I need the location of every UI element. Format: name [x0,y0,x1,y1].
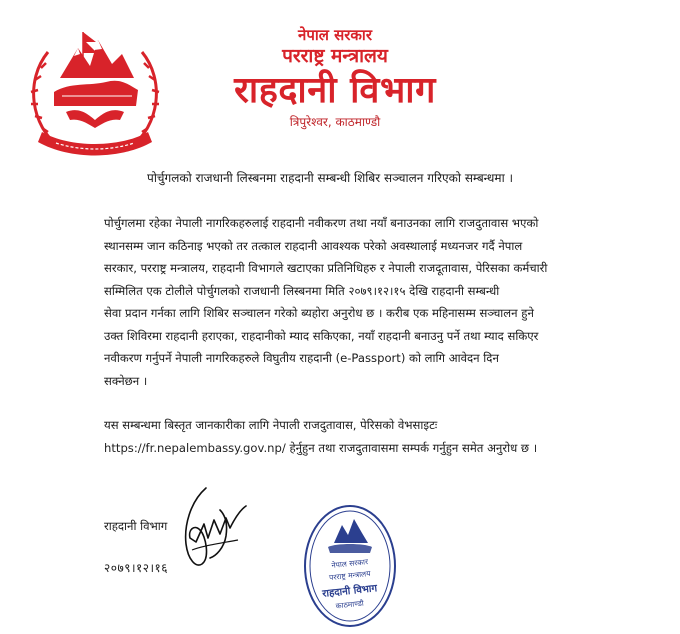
stamp-line-2: परराष्ट्र मन्त्रालय [328,568,371,583]
signatory-office: राहदानी विभाग [104,519,168,533]
paragraph-line: सरकार, परराष्ट्र मन्त्रालय, राहदानी विभागले खटाएका प्रतिनिधिहरु र नेपाली राजदूतावास, पेरिसका कर्मचारी [104,261,548,275]
paragraph-line: नवीकरण गर्नुपर्ने नेपाली नागरिकहरुले विघुतीय राहदानी (e-Passport) को लागि आवेदन दिन [104,351,499,365]
letter-date: २०७९।१२।१६ [104,561,169,575]
paragraph-line: सम्मिलित एक टोलीले पोर्चुगलको राजधानी लिस्बनमा मिति २०७९।१२।१५ देखि राहदानी सम्बन्धी [104,283,500,298]
paragraph-line: यस सम्बन्धमा बिस्तृत जानकारीका लागि नेपाली राजदुतावास, पेरिसको वेभसाइटः [104,418,438,432]
paragraph-line: सक्नेछन । [104,373,148,388]
paragraph-line: पोर्चुगलमा रहेका नेपाली नागरिकहरुलाई राहदानी नवीकरण तथा नयाँ बनाउनका लागि राजदुतावास भएको [104,216,539,230]
embassy-website-link[interactable]: https://fr.nepalembassy.gov.np/ [104,440,286,455]
nepal-emblem-icon [20,20,170,170]
paragraph-line [104,437,578,460]
office-address: त्रिपुरेश्वर, काठमाण्डौ [289,115,381,129]
body-paragraph-1 [104,212,578,392]
paragraph-line: सेवा प्रदान गर्नका लागि शिबिर सञ्चालन गरेको ब्यहोरा अनुरोध छ । करीब एक महिनासम्म सञ्चालन हुने [104,306,534,320]
letterhead [170,26,500,130]
stamp-line-4: काठमाण्डौ [335,598,365,611]
body-paragraph-2 [104,414,578,459]
government-name: नेपाल सरकार [298,26,372,44]
office-stamp [302,503,398,629]
stamp-line-1: नेपाल सरकार [330,557,369,570]
letter-subject: पोर्चुगलको राजधानी लिस्बनमा राहदानी सम्बन्धी शिबिर सञ्चालन गरिएको सम्बन्धमा । [147,171,514,185]
department-name: राहदानी विभाग [234,70,436,111]
stamp-line-3: राहदानी विभाग [321,583,378,600]
paragraph-line: स्थानसम्म जान कठिनाइ भएको तर तत्काल राहदानी आवश्यक परेको अवस्थालाई मध्यनजर गर्दै नेपाल [104,238,523,253]
ministry-name: परराष्ट्र मन्त्रालय [282,45,388,67]
signature-image [176,480,250,574]
paragraph-line-rest: हेर्नुहुन तथा राजदुतावासमा सम्पर्क गर्नुहुन समेत अनुरोध छ । [285,440,538,455]
paragraph-line: उक्त शिविरमा राहदानी हराएका, राहदानीको म्याद सकिएका, नयाँ राहदानी बनाउनु पर्ने तथा म्याद सकिएर [104,328,539,343]
